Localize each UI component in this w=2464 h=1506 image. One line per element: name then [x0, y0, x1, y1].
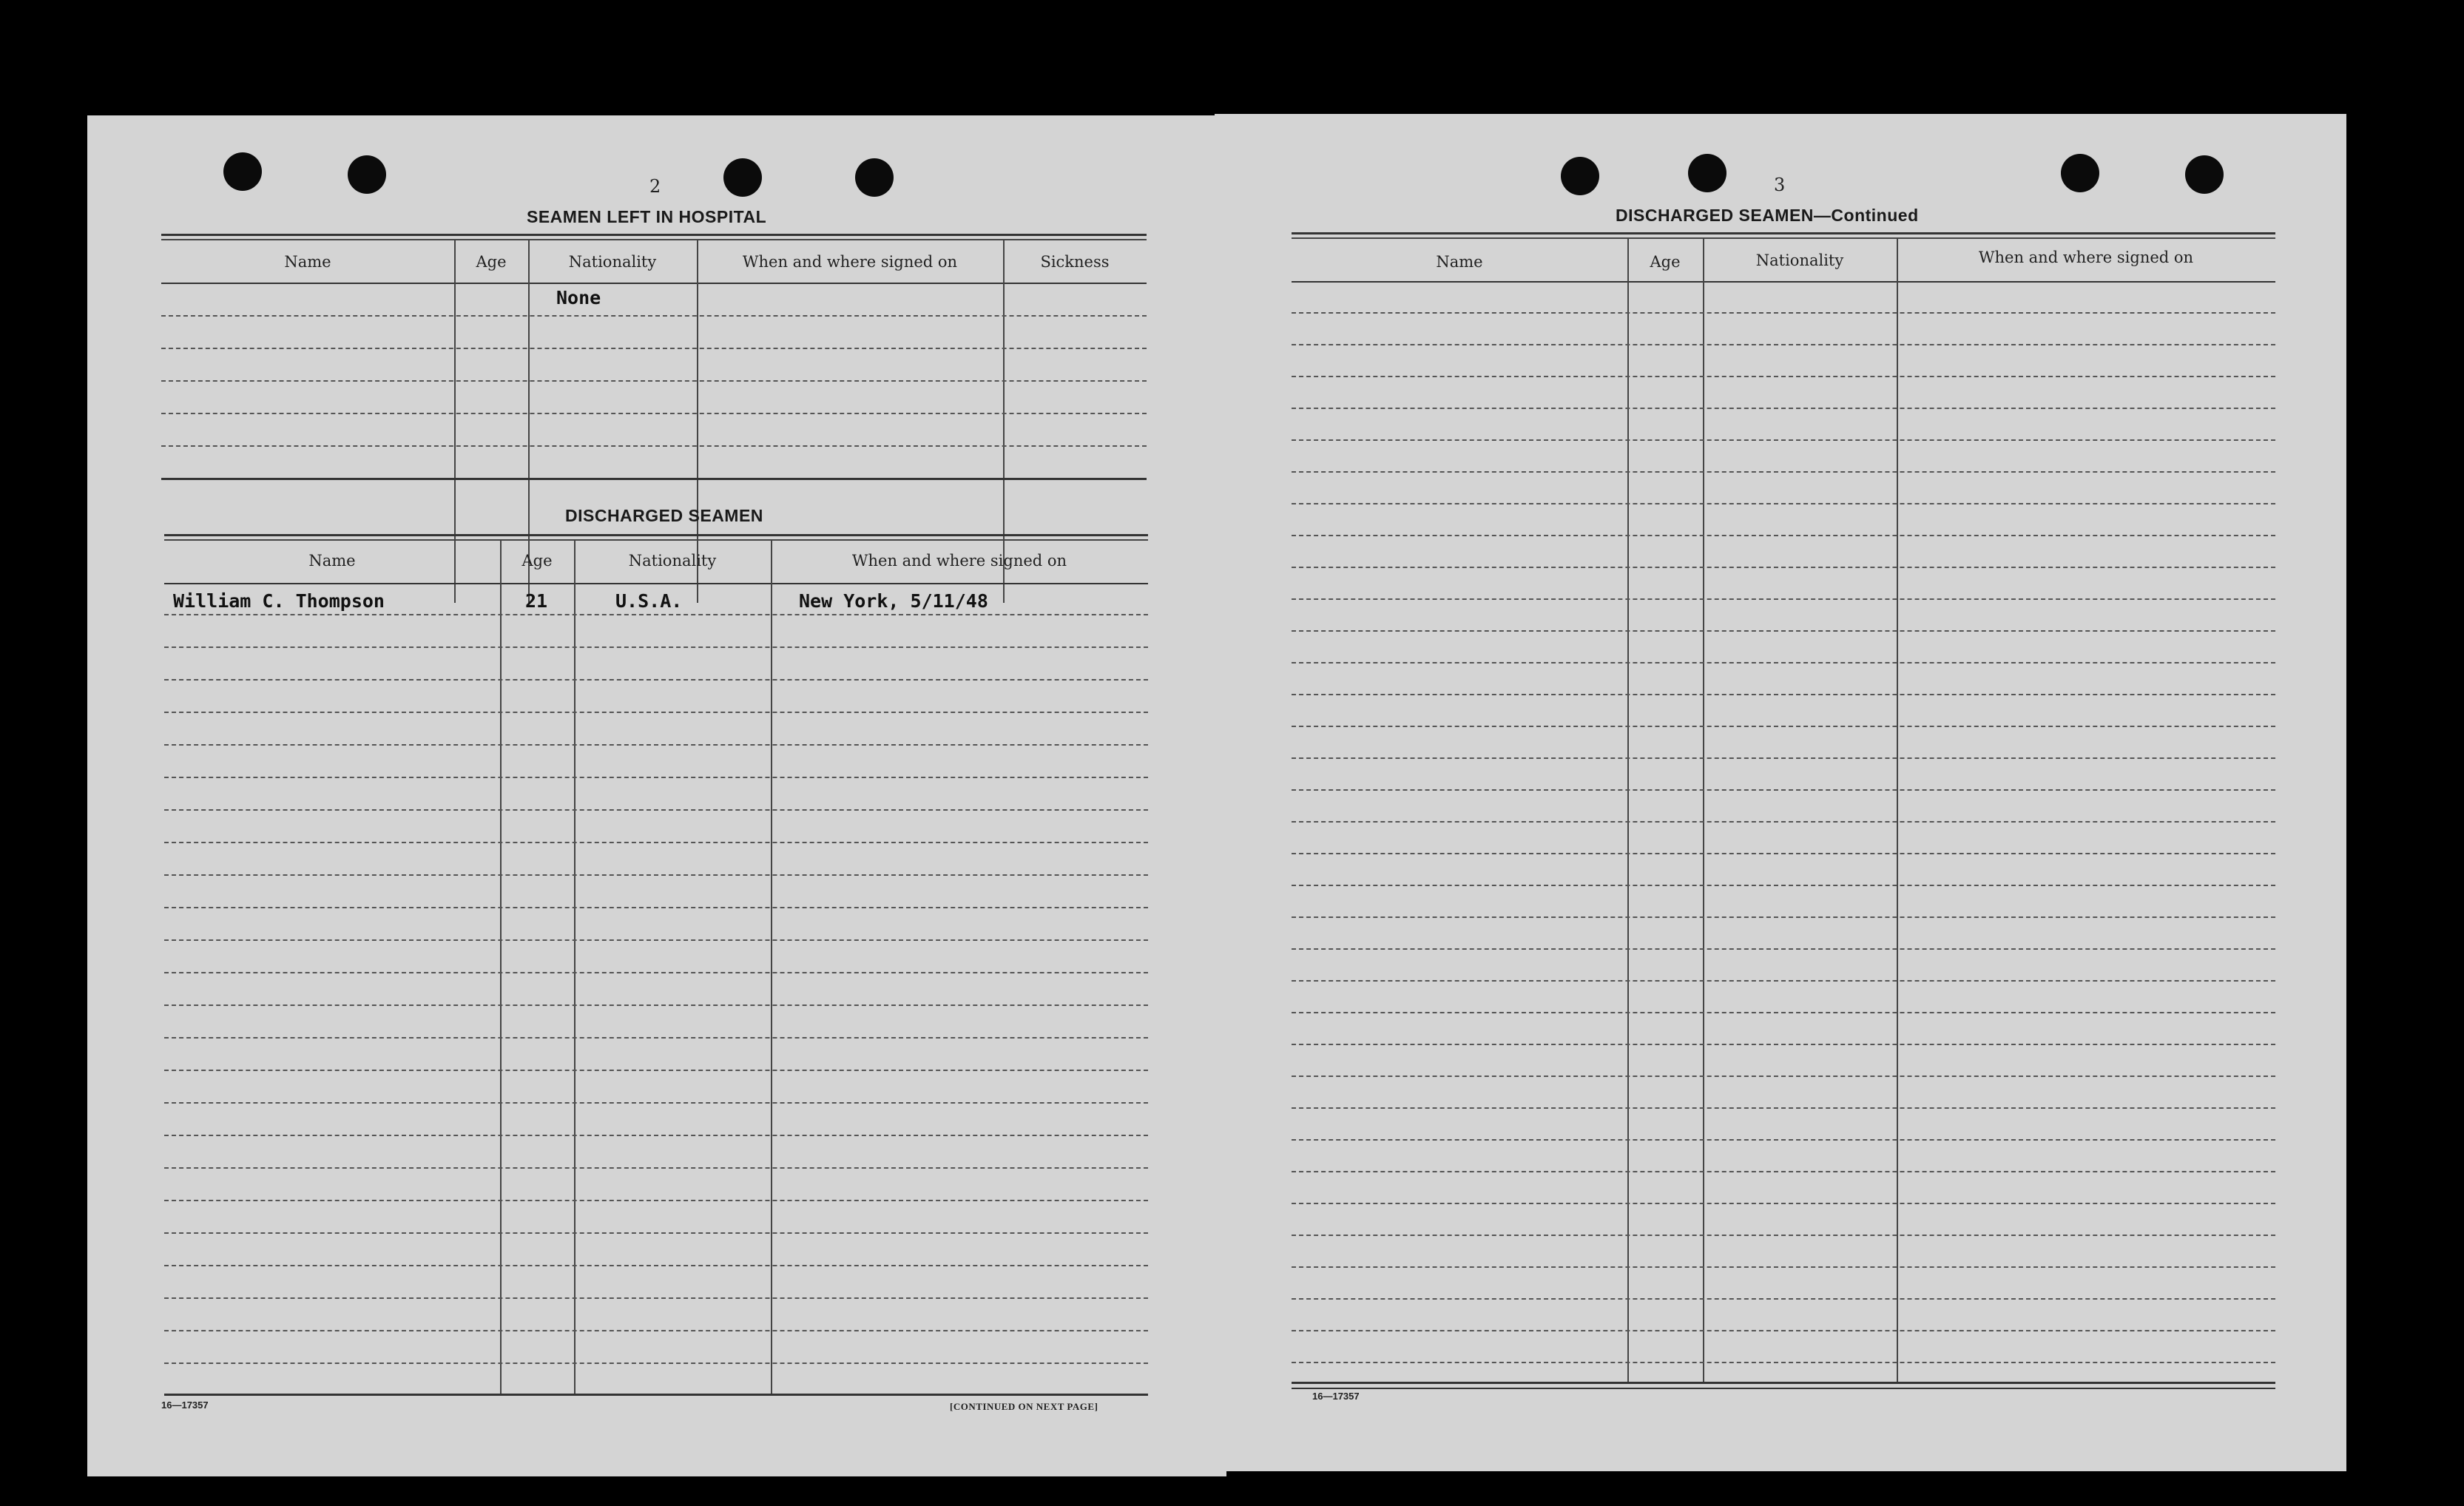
- column-header-sickness: Sickness: [1040, 253, 1110, 271]
- binder-hole: [723, 158, 762, 197]
- binder-hole: [855, 158, 894, 197]
- column-header-name: Name: [1436, 253, 1483, 271]
- hospital-nationality-value: None: [556, 287, 601, 308]
- column-header-age: Age: [1650, 253, 1681, 271]
- page-number: 2: [649, 176, 661, 197]
- column-header-age: Age: [476, 253, 507, 271]
- seaman-name: William C. Thompson: [173, 590, 385, 612]
- seaman-signed-on: New York, 5/11/48: [799, 590, 988, 612]
- discharged-continued-table: [1292, 232, 2275, 1505]
- column-header-name: Name: [284, 253, 331, 271]
- left-page: [87, 115, 1226, 1476]
- continued-note: [CONTINUED ON NEXT PAGE]: [950, 1401, 1098, 1412]
- seaman-nationality: U.S.A.: [615, 590, 683, 612]
- column-header-nationality: Nationality: [628, 552, 717, 570]
- binder-hole: [1561, 157, 1599, 195]
- column-header-signed-on: When and where signed on: [1978, 249, 2194, 266]
- title-suffix: —Continued: [1813, 206, 1919, 225]
- column-header-signed-on: When and where signed on: [851, 552, 1067, 570]
- column-header-age: Age: [522, 552, 553, 570]
- column-header-name: Name: [308, 552, 356, 570]
- binder-hole: [223, 152, 262, 191]
- discharged-section-title: DISCHARGED SEAMEN: [565, 506, 763, 525]
- column-header-signed-on: When and where signed on: [742, 253, 958, 271]
- binder-hole: [2061, 154, 2099, 192]
- seaman-age: 21: [525, 590, 548, 612]
- right-page: [1215, 114, 2346, 1471]
- binder-hole: [348, 155, 386, 194]
- column-header-nationality: Nationality: [568, 253, 657, 271]
- column-header-nationality: Nationality: [1755, 251, 1844, 269]
- discharged-table: [164, 534, 1148, 1422]
- page-number: 3: [1774, 175, 1786, 195]
- title-main: DISCHARGED SEAMEN: [1616, 206, 1814, 225]
- binder-hole: [2185, 155, 2224, 194]
- form-code: 16—17357: [161, 1399, 209, 1411]
- binder-hole: [1688, 154, 1727, 192]
- hospital-section-title: SEAMEN LEFT IN HOSPITAL: [527, 207, 767, 226]
- discharged-continued-title: [1616, 206, 1919, 226]
- form-code: 16—17357: [1312, 1391, 1360, 1402]
